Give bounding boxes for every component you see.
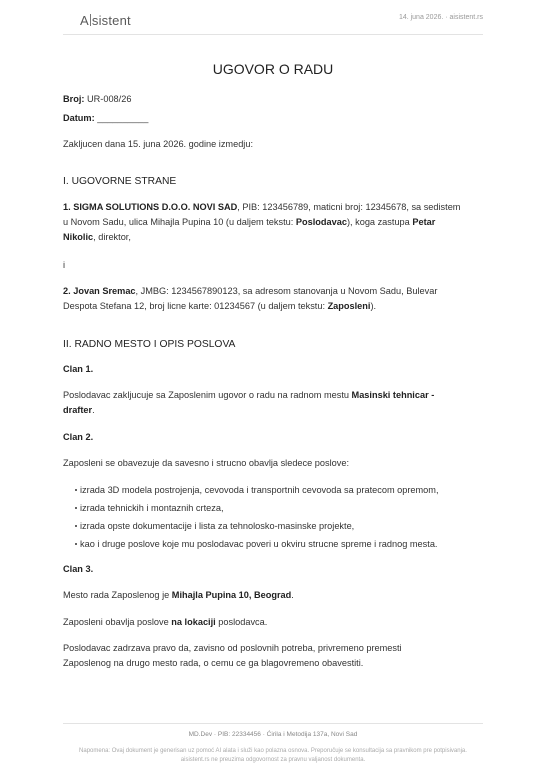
section-heading-parties: I. UGOVORNE STRANE [63, 176, 177, 187]
clan-3-place: Mesto rada Zaposlenog je Mihajla Pupina 10, Beograd. [63, 590, 294, 600]
text-cursor-icon [90, 14, 91, 26]
footer-disclaimer: Napomena: Ovaj dokument je generisan uz pomoć AI alata i služi kao polazna osnova. Preporučuje se konsultacija sa pravnikom pre potpisivanja. aisistent.rs ne preuzima odgovornost za pravnu valjanost dokumenta. [79, 748, 467, 763]
clan-2-text: Zaposleni se obavezuje da savesno i strucno obavlja sledece poslove: [63, 458, 350, 468]
party-1: 1. SIGMA SOLUTIONS D.O.O. NOVI SAD, PIB: 123456789, maticni broj: 12345678, sa sedistem u Novom Sadu, ulica Mihajla Pupina 10 (u daljem tekstu: Poslodavac), koga zastupa Petar Nikolic, direktor, [63, 202, 461, 242]
list-item: izrada 3D modela postrojenja, cevovoda i transportnih cevovoda sa pratecom opremom, [63, 482, 483, 500]
clan-3-heading: Clan 3. [63, 564, 94, 574]
conjunction: i [63, 260, 66, 270]
clan-3-transfer: Poslodavac zadrzava pravo da, zavisno od poslovnih potreba, privremeno premesti Zaposlenog na drugo mesto rada, o cemu ce ga blagovremeno obavestiti. [63, 643, 402, 668]
clan-3-location: Zaposleni obavlja poslove na lokaciji poslodavca. [63, 617, 268, 627]
document-title: UGOVOR O RADU [212, 61, 334, 77]
list-item: kao i druge poslove koje mu poslodavac poveri u okviru strucne spreme i radnog mesta. [63, 536, 483, 554]
list-item: izrada tehnickih i montaznih crteza, [63, 500, 483, 518]
duties-list [63, 482, 483, 554]
party-2: 2. Jovan Sremac, JMBG: 1234567890123, sa adresom stanovanja u Novom Sadu, Bulevar Despota Stefana 12, broj licne karte: 01234567 (u daljem tekstu: Zaposleni). [63, 286, 438, 311]
datum-line: Datum: __________ [63, 113, 149, 123]
page-footer [63, 723, 483, 765]
intro-text: Zakljucen dana 15. juna 2026. godine izmedju: [63, 139, 254, 149]
section-heading-position: II. RADNO MESTO I OPIS POSLOVA [63, 339, 236, 350]
aisistent-logo: A sistent [80, 13, 131, 28]
clan-2-heading: Clan 2. [63, 432, 94, 442]
footer-company-info: MD.Dev · PIB: 22334456 · Ćirila i Metodija 137a, Novi Sad [188, 731, 358, 738]
header-date-site: 14. juna 2026. · aisistent.rs [398, 14, 483, 21]
list-item: izrada opste dokumentacije i lista za tehnolosko-masinske projekte, [63, 518, 483, 536]
clan-1-heading: Clan 1. [63, 364, 94, 374]
page-header [63, 10, 483, 35]
broj-line: Broj: UR-008/26 [63, 94, 132, 104]
clan-1-text: Poslodavac zakljucuje sa Zaposlenim ugovor o radu na radnom mestu Masinski tehnicar - drafter. [63, 390, 435, 415]
